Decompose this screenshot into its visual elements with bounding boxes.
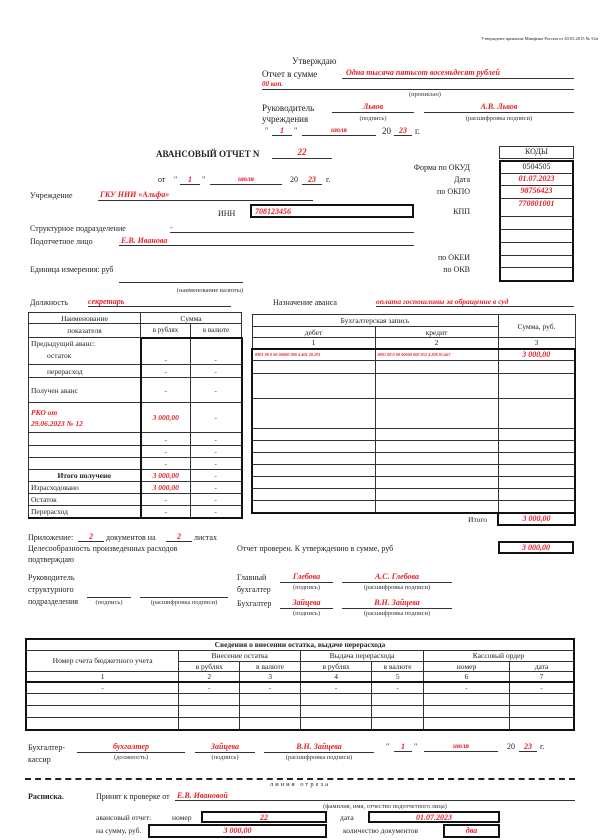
cashier-name[interactable]: В.Н. Зайцева <box>264 742 374 753</box>
chief-acc-name[interactable]: А.С. Глебова <box>342 572 452 583</box>
in-words-caption: (прописью) <box>409 91 441 98</box>
cashier-signature[interactable]: Зайцева <box>195 742 255 753</box>
checked-label: Отчет проверен. К утверждению в сумме, руб <box>237 544 394 553</box>
debit-cell[interactable] <box>252 361 375 374</box>
cashier-label: Бухгалтер- кассир <box>28 743 65 764</box>
credit-cell[interactable] <box>375 399 498 429</box>
credit-cell[interactable] <box>375 465 498 477</box>
credit-cell[interactable] <box>375 489 498 501</box>
sum-cell[interactable] <box>498 477 575 489</box>
attachment-label: Приложение: <box>28 533 74 542</box>
approval-note: Утверждена приказом Минфина России от 30.03.2015 № 52н <box>481 36 598 41</box>
row-name: Остаток <box>29 494 141 506</box>
cell[interactable] <box>179 694 240 706</box>
code-empty-1[interactable] <box>501 217 572 230</box>
cell[interactable] <box>240 718 301 730</box>
cashier-day[interactable]: 1 <box>394 742 412 752</box>
remainder-table <box>25 638 575 731</box>
code-label-okei: по ОКЕИ <box>437 253 470 262</box>
report-sum-words[interactable]: Одна тысяча пятьсот восемьдесят рублей <box>342 68 574 79</box>
chief-acc-signature[interactable]: Глебова <box>280 572 333 583</box>
table-row <box>252 441 575 453</box>
row-name: Предыдущий аванс: остаток <box>29 338 141 365</box>
sum-cell[interactable] <box>498 489 575 501</box>
row-cur[interactable]: - <box>191 403 242 433</box>
sum-cell[interactable] <box>498 374 575 399</box>
code-label-okpo: по ОКПО <box>437 187 470 196</box>
head-signature[interactable]: Львов <box>332 102 414 113</box>
inn-value[interactable]: 708123456 <box>250 204 414 218</box>
cell[interactable]: - <box>301 682 372 694</box>
cashier-name-caption: (расшифровка подписи) <box>285 754 353 761</box>
debit-cell[interactable]: 0901 00 0 00 00000 000 4.401.20.291 <box>252 349 375 361</box>
col-num: 2 <box>179 671 240 682</box>
row-name[interactable]: РКО от 29.06.2023 № 12 <box>29 403 141 433</box>
debit-cell[interactable] <box>252 429 375 441</box>
accepted-label: Принят к проверке от <box>96 792 170 801</box>
cell[interactable]: - <box>179 682 240 694</box>
from-label: от <box>158 175 166 184</box>
chief-acc-sig-caption: (подпись) <box>293 584 320 591</box>
cut-line-label: линия отреза <box>269 781 331 788</box>
cashier-position[interactable]: бухгалтер <box>77 742 185 753</box>
col-num-1: 1 <box>252 338 375 349</box>
cashier-year-g: г. <box>540 742 545 751</box>
cell[interactable] <box>301 718 372 730</box>
title-year[interactable]: 23 <box>302 175 322 185</box>
cell[interactable]: - <box>423 682 509 694</box>
col-entry-header: Бухгалтерская запись <box>252 315 498 327</box>
table-row <box>29 482 242 494</box>
credit-cell[interactable] <box>375 501 498 513</box>
col-sum-header: Сумма <box>141 313 242 324</box>
row-rub[interactable]: 3 000,00 <box>141 482 191 494</box>
row-cur[interactable]: - <box>191 365 242 378</box>
sub-rub: в рублях <box>179 661 240 671</box>
sum-cell[interactable] <box>498 429 575 441</box>
table-row <box>26 694 574 706</box>
sub-head-sig-caption: (подпись) <box>95 599 123 606</box>
credit-cell[interactable] <box>375 361 498 374</box>
table-row <box>29 433 242 446</box>
table-row <box>252 477 575 489</box>
acc-label: Бухгалтер <box>237 599 272 608</box>
debit-cell[interactable] <box>252 453 375 465</box>
head-name-caption: (расшифровка подписи) <box>465 115 533 122</box>
cashier-quote-close: " <box>414 742 418 751</box>
sum-cell[interactable] <box>498 399 575 429</box>
table-row <box>252 399 575 429</box>
sub-cur: в валюте <box>240 661 301 671</box>
row-rub[interactable]: 3 000,00 <box>141 403 191 433</box>
receipt-sum[interactable]: 3 000,00 <box>148 824 327 838</box>
table-row <box>29 378 242 403</box>
number-label: номер <box>172 813 192 822</box>
report-sum-label: Отчет в сумме <box>262 69 318 79</box>
sum-cell[interactable] <box>498 361 575 374</box>
row-name: Получен аванс <box>29 378 141 403</box>
sub-head-name-caption: (расшифровка подписи) <box>150 599 218 606</box>
accountable-label: Подотчетное лицо <box>30 237 93 246</box>
row-name: Перерасход <box>29 506 141 518</box>
report-sum-kop[interactable]: 00 коп. <box>262 80 574 90</box>
purpose-label: Назначение аванса <box>273 298 337 307</box>
cell[interactable] <box>423 706 509 718</box>
cashier-position-caption: (должность) <box>113 754 149 761</box>
cashier-year-prefix: 20 <box>507 742 515 751</box>
cashier-quote-open: " <box>386 742 390 751</box>
cell[interactable] <box>179 718 240 730</box>
confirm-line-1: Целесообразность произведенных расходов <box>28 544 178 553</box>
currency-line[interactable] <box>119 278 243 283</box>
fio-caption: (фамилия, имя, отчество подотчетного лица) <box>323 803 447 810</box>
row-name[interactable] <box>29 446 141 458</box>
cell[interactable] <box>372 718 424 730</box>
subdivision-label: Структурное подразделение <box>30 224 126 233</box>
row-cur[interactable]: - <box>191 482 242 494</box>
code-kpp[interactable]: 770801001 <box>501 199 572 217</box>
table-row <box>29 458 242 470</box>
codes-header-label: КОДЫ <box>525 147 548 156</box>
cashier-month[interactable]: июля <box>424 742 498 752</box>
table-row <box>29 470 242 482</box>
title-month[interactable]: июля <box>210 175 282 185</box>
row-name: Итого получено <box>29 470 141 482</box>
col-account-header: Номер счета бюджетного учета <box>26 650 179 671</box>
acc-signature[interactable]: Зайцева <box>280 598 333 609</box>
head-signature-caption: (подпись) <box>359 115 387 122</box>
quote-close: " <box>294 126 298 135</box>
receipt-number[interactable]: 22 <box>201 811 327 823</box>
row-rub[interactable]: - <box>141 446 191 458</box>
receipt-date[interactable]: 01.07.2023 <box>368 811 500 823</box>
remainder-table-title: Сведения о внесении остатка, выдаче перерасхода <box>26 639 574 650</box>
title-quote-close: " <box>202 175 206 184</box>
row-rub[interactable]: - <box>141 458 191 470</box>
cell[interactable] <box>423 694 509 706</box>
debit-cell[interactable] <box>252 489 375 501</box>
row-cur[interactable]: - <box>191 494 242 506</box>
sum-label: на сумму, руб. <box>96 826 142 835</box>
table-row <box>252 501 575 513</box>
sum-cell[interactable] <box>498 465 575 477</box>
col-order-header: Кассовый ордер <box>423 650 574 661</box>
sum-cell[interactable] <box>498 453 575 465</box>
cashier-year[interactable]: 23 <box>519 742 537 752</box>
receipt-docs-count[interactable]: два <box>443 824 500 838</box>
col-credit-header: кредит <box>375 327 498 338</box>
table-row <box>29 446 242 458</box>
cell[interactable] <box>301 706 372 718</box>
debit-cell[interactable] <box>252 374 375 399</box>
sheets-label: листах <box>194 533 217 542</box>
head-name[interactable]: А.В. Львов <box>424 102 574 113</box>
sub-head-signature-line[interactable] <box>87 590 131 598</box>
row-name: Израсходовано <box>29 482 141 494</box>
row-name[interactable] <box>29 433 141 446</box>
advance-summary-table <box>28 312 243 519</box>
col-issue-header: Выдача перерасхода <box>301 650 424 661</box>
cell[interactable]: - <box>510 682 574 694</box>
col-num-2: 2 <box>375 338 498 349</box>
cell[interactable] <box>372 694 424 706</box>
docs-label: документов на <box>106 533 156 542</box>
table-row <box>252 465 575 477</box>
row-rub[interactable]: - <box>141 494 191 506</box>
row-rub[interactable]: - <box>141 433 191 446</box>
code-okpo[interactable]: 98756423 <box>501 186 572 199</box>
row-name[interactable] <box>29 458 141 470</box>
credit-cell[interactable] <box>375 453 498 465</box>
row-rub[interactable]: 3 000,00 <box>141 470 191 482</box>
table-row <box>29 403 242 433</box>
cell[interactable] <box>26 706 179 718</box>
sub-head-name-line[interactable] <box>140 590 228 598</box>
code-label-kpp: КПП <box>453 207 470 216</box>
report-label: авансовый отчет: <box>96 813 152 822</box>
col-num-3: 3 <box>498 338 575 349</box>
table-row <box>29 494 242 506</box>
sum-cell[interactable] <box>498 501 575 513</box>
head-month[interactable]: июля <box>302 126 376 136</box>
sheets-count[interactable]: 2 <box>166 532 192 542</box>
purpose-value[interactable]: оплата госпошлины за обращение в суд <box>376 297 574 307</box>
title-day[interactable]: 1 <box>180 175 200 185</box>
checked-value[interactable]: 3 000,00 <box>498 541 574 554</box>
report-number[interactable]: 22 <box>272 147 332 159</box>
col-num: 1 <box>26 671 179 682</box>
col-debit-header: дебет <box>252 327 375 338</box>
code-label-date: Дата <box>454 175 470 184</box>
cell[interactable] <box>423 718 509 730</box>
confirm-line-2: подтверждаю <box>28 555 75 564</box>
cell[interactable] <box>240 694 301 706</box>
col-name-header-2: показателя <box>29 324 141 338</box>
row-rub[interactable]: - <box>141 506 191 518</box>
position-value[interactable]: секретарь <box>88 297 231 307</box>
credit-cell[interactable] <box>375 477 498 489</box>
row-cur[interactable]: - <box>191 338 242 365</box>
sub-rub: в рублях <box>301 661 372 671</box>
col-num: 4 <box>301 671 372 682</box>
cell[interactable] <box>510 706 574 718</box>
sub-cur: в валюте <box>372 661 424 671</box>
codes-labels <box>380 162 470 276</box>
head-year-g: г. <box>415 126 420 136</box>
table-row <box>29 365 242 378</box>
cell[interactable] <box>26 718 179 730</box>
code-okei[interactable] <box>501 256 572 268</box>
code-date[interactable]: 01.07.2023 <box>501 174 572 186</box>
cell[interactable] <box>26 694 179 706</box>
approve-label: Утверждаю <box>292 56 337 66</box>
inn-label: ИНН <box>218 209 236 218</box>
code-okud: 0504505 <box>501 162 572 174</box>
cell[interactable] <box>301 694 372 706</box>
head-label-1: Руководитель <box>262 103 315 113</box>
sub-num: номер <box>423 661 509 671</box>
row-cur[interactable]: - <box>191 433 242 446</box>
col-rub-header: в рублях <box>141 324 191 338</box>
cell[interactable] <box>510 694 574 706</box>
row-cur[interactable]: - <box>191 506 242 518</box>
currency-caption: (наименование валюты) <box>176 287 244 294</box>
credit-cell[interactable]: 0901 00 0 00 00000 000 852 4.208.91.667 <box>375 349 498 361</box>
cell[interactable] <box>240 706 301 718</box>
debit-cell[interactable] <box>252 441 375 453</box>
code-empty-3[interactable] <box>501 243 572 256</box>
debit-cell[interactable] <box>252 501 375 513</box>
table-row <box>252 453 575 465</box>
cut-line <box>25 778 575 780</box>
head-year[interactable]: 23 <box>394 126 412 136</box>
table-row <box>26 718 574 730</box>
receipt-label: Расписка. <box>28 792 64 801</box>
acc-name-caption: (расшифровка подписи) <box>363 610 431 617</box>
row-rub[interactable]: - <box>141 378 191 403</box>
row-cur[interactable]: - <box>191 458 242 470</box>
debit-cell[interactable] <box>252 465 375 477</box>
head-year-prefix: 20 <box>382 126 391 136</box>
title-year-prefix: 20 <box>290 175 298 184</box>
acc-sig-caption: (подпись) <box>293 610 320 617</box>
col-sum-header: Сумма, руб. <box>498 315 575 338</box>
col-num: 5 <box>372 671 424 682</box>
code-okv[interactable] <box>501 268 572 280</box>
unit-label: Единица измерения: руб <box>30 265 114 274</box>
total-value[interactable]: 3 000,00 <box>498 513 575 525</box>
table-row <box>252 361 575 374</box>
institution-label: Учреждение <box>30 191 73 200</box>
code-label-okv: по ОКВ <box>443 265 470 274</box>
title-year-g: г. <box>326 175 331 184</box>
table-row <box>29 506 242 518</box>
debit-cell[interactable] <box>252 477 375 489</box>
cell[interactable] <box>510 718 574 730</box>
row-rub[interactable]: - <box>141 338 191 365</box>
head-label-2: учреждения <box>262 114 309 124</box>
row-cur[interactable]: - <box>191 470 242 482</box>
row-cur[interactable]: - <box>191 446 242 458</box>
table-row <box>26 682 574 694</box>
table-row <box>252 374 575 399</box>
codes-header <box>499 146 574 159</box>
position-label: Должность <box>30 298 69 307</box>
sum-cell[interactable]: 3 000,00 <box>498 349 575 361</box>
cell[interactable]: - <box>26 682 179 694</box>
cell[interactable] <box>179 706 240 718</box>
table-row <box>26 706 574 718</box>
debit-cell[interactable] <box>252 399 375 429</box>
total-label: Итого <box>468 514 488 524</box>
cell[interactable]: - <box>240 682 301 694</box>
col-num: 6 <box>423 671 509 682</box>
docs-count-label: количество документов <box>343 826 418 835</box>
credit-cell[interactable] <box>375 429 498 441</box>
accepted-from[interactable]: Е.В. Ивановой <box>175 791 575 801</box>
credit-cell[interactable] <box>375 441 498 453</box>
table-row <box>252 489 575 501</box>
sum-cell[interactable] <box>498 441 575 453</box>
title-quote-open: " <box>174 175 178 184</box>
accounting-entries-table <box>251 314 576 526</box>
cell[interactable]: - <box>372 682 424 694</box>
institution-value[interactable]: ГКУ НИИ «Альфа» <box>98 190 313 201</box>
codes-box <box>499 160 574 282</box>
table-row <box>252 429 575 441</box>
acc-name[interactable]: В.Н. Зайцева <box>342 598 452 609</box>
docs-count[interactable]: 2 <box>78 532 104 542</box>
col-cur-header: в валюте <box>191 324 242 338</box>
cashier-sig-caption: (подпись) <box>211 754 239 761</box>
row-cur[interactable]: - <box>191 378 242 403</box>
document-title: АВАНСОВЫЙ ОТЧЕТ N <box>156 149 260 159</box>
code-label-okud: Форма по ОКУД <box>413 163 470 172</box>
col-deposit-header: Внесение остатка <box>179 650 301 661</box>
date-label: дата <box>340 813 354 822</box>
row-name: перерасход <box>29 365 141 378</box>
credit-cell[interactable] <box>375 374 498 399</box>
quote-open: " <box>265 126 269 135</box>
col-num: 3 <box>240 671 301 682</box>
cell[interactable] <box>372 706 424 718</box>
table-row <box>252 349 575 361</box>
col-name-header-1: Наименование <box>29 313 141 324</box>
subdivision-value[interactable]: - <box>170 223 414 233</box>
sub-head-label: Руководитель структурного подразделения <box>28 573 79 606</box>
chief-acc-label: Главный бухгалтер <box>237 573 271 594</box>
code-empty-2[interactable] <box>501 230 572 243</box>
row-rub[interactable]: - <box>141 365 191 378</box>
accountable-value[interactable]: Е.В. Иванова <box>119 236 414 246</box>
chief-acc-name-caption: (расшифровка подписи) <box>363 584 431 591</box>
table-row <box>29 338 242 365</box>
col-num: 7 <box>510 671 574 682</box>
head-day[interactable]: 1 <box>272 126 292 136</box>
sub-date: дата <box>510 661 574 671</box>
